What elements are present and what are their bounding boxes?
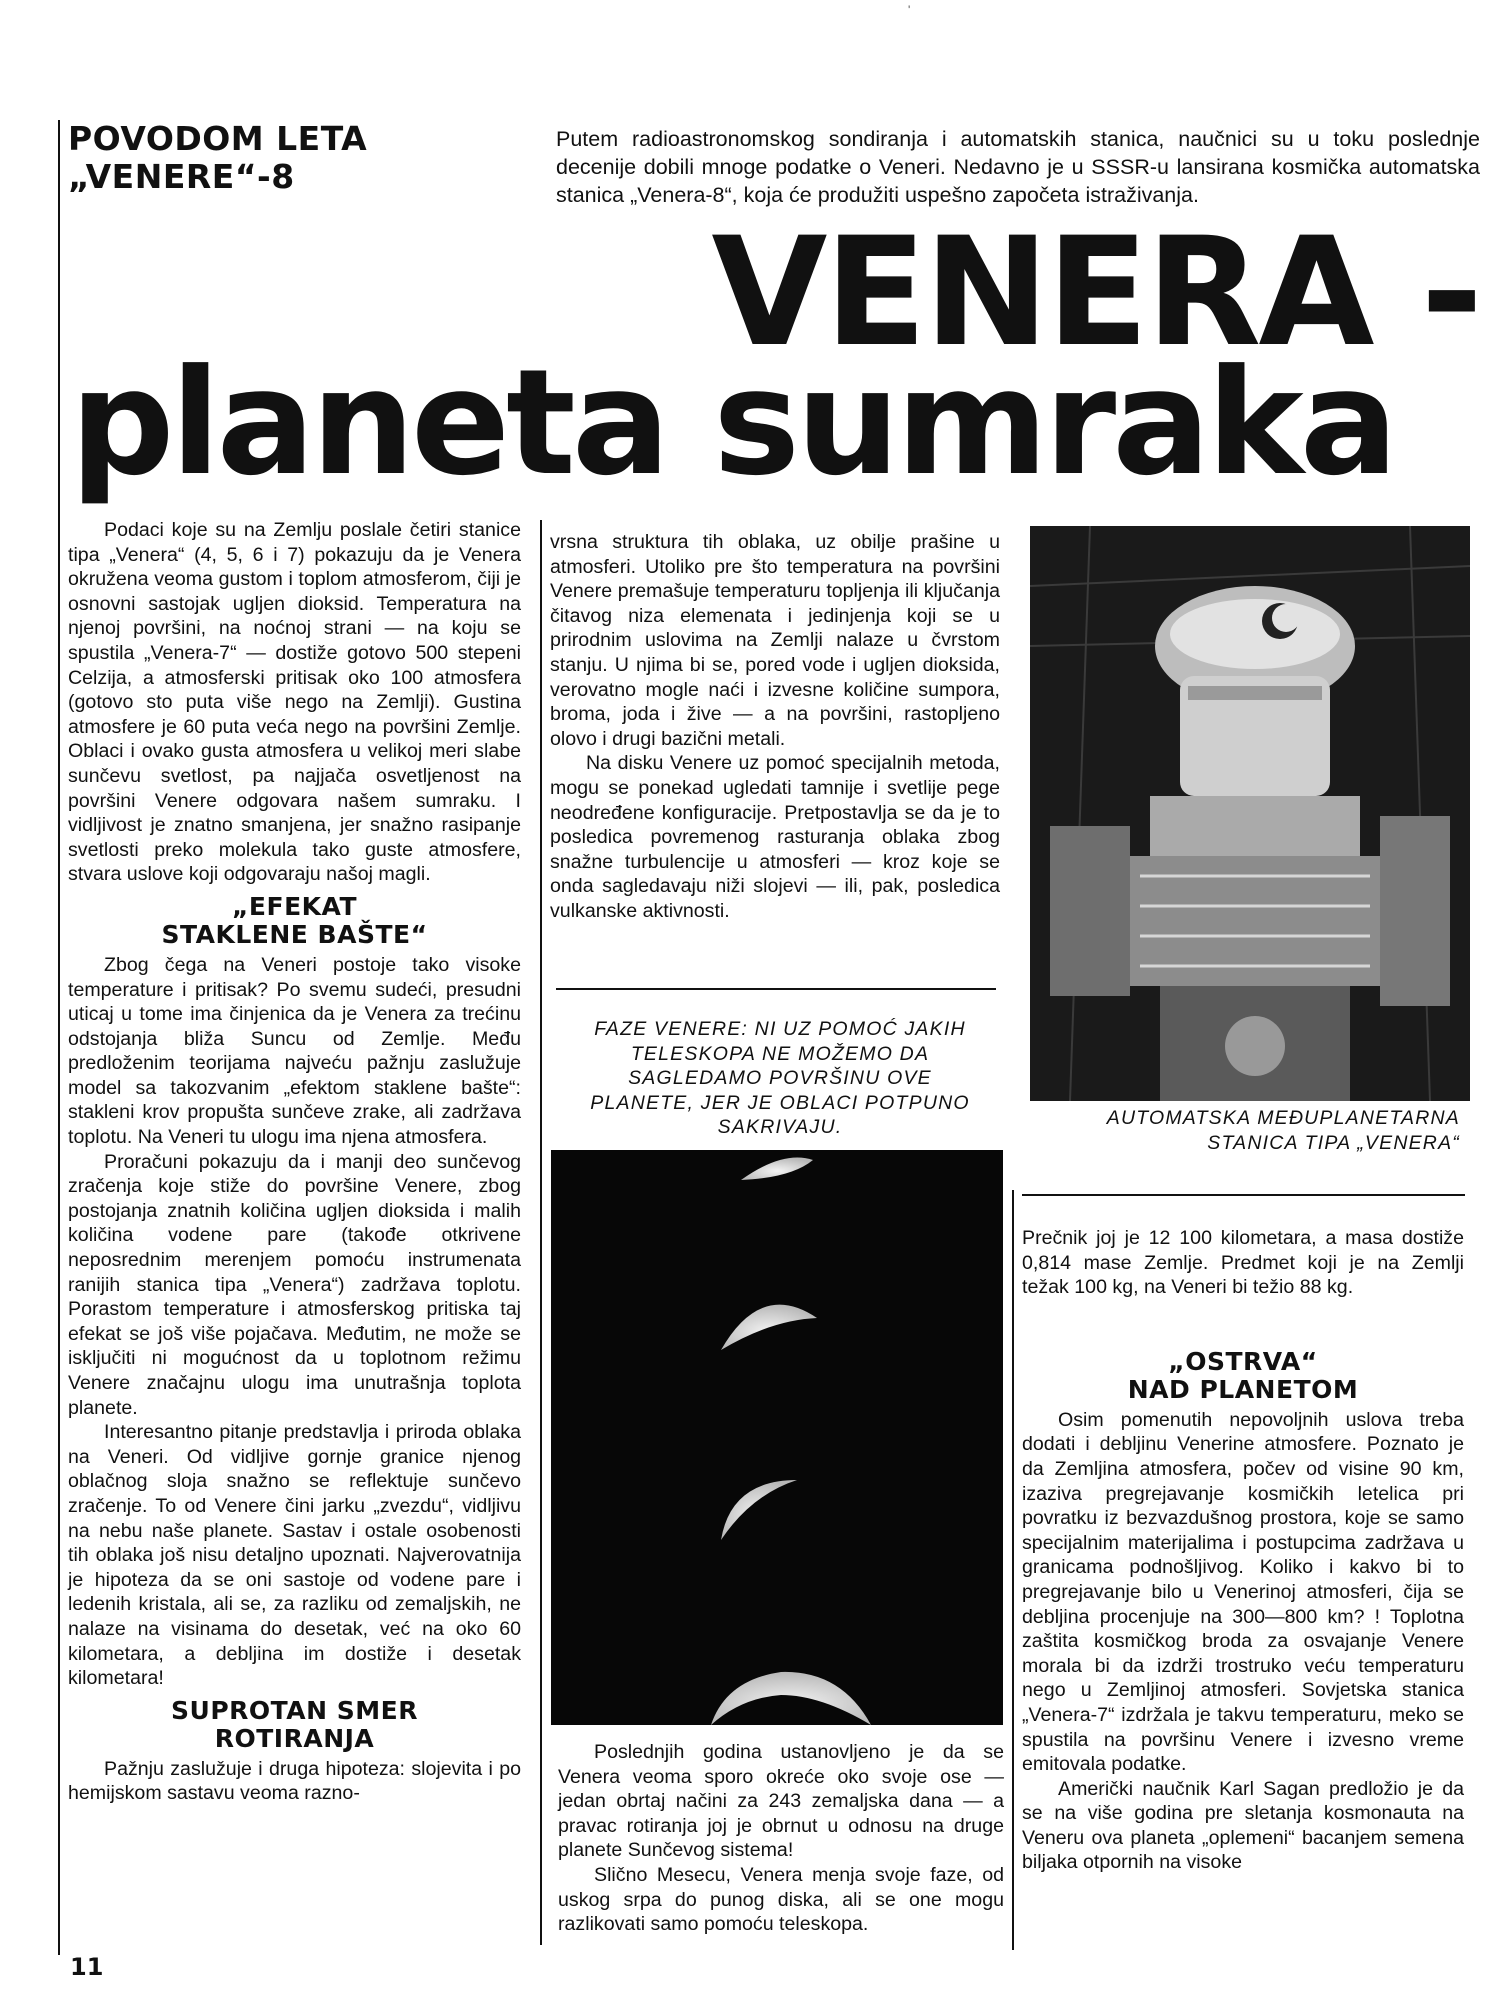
subheading-line: STAKLENE BAŠTE“ [161,919,428,949]
body-paragraph: Poslednjih godina ustanovljeno je da se Venera veoma sporo okreće oko svoje ose — jedan obrtaj načini za 243 zemaljska dana — a pravac rotiranja joj je obrnut u odnosu na druge planete Sunčevog sistema! [558,1741,1004,1862]
photo-venus-phases [551,1150,1003,1725]
left-margin-rule [58,120,60,1955]
venera-station-illustration [1030,526,1470,1101]
kicker-line-1: POVODOM LETA [68,119,368,158]
page-number: 11 [70,1953,104,1981]
page-mark: ' [908,3,911,17]
column-rule-right [1012,1190,1014,1950]
article-column-2-top [550,530,1000,924]
body-paragraph: Slično Mesecu, Venera menja svoje faze, od uskog srpa do punog diska, ali se one mogu razlikovati samo pomoću teleskopa. [558,1863,1004,1936]
body-paragraph: vrsna struktura tih oblaka, uz obilje prašine u atmosferi. Utoliko pre što temperatura na površini Venere premašuje temperaturu topljenja ili ključanja čitavog niza elemenata i jedinjenja koji se u prirodnim uslovima na Zemlji nalaze u čvrstom stanju. U njima bi se, pored vode i ugljen dioksida, verovatno mogle naći i izvesne količine sumpora, broma, joda i žive — a na površini, rastopljeno olovo i drugi bazični metali. [550,531,1000,750]
body-paragraph: Podaci koje su na Zemlju poslale četiri stanice tipa „Venera“ (4, 5, 6 i 7) pokazuju da je Venera okružena veoma gustom i toplom atmosferom, čiji je osnovni sastojak ugljen dioksid. Temperatura na njenoj površini, na noćnoj strani — na koju se spustila „Venera-7“ — dostiže gotovo 500 stepeni Celzija, a atmosferski pritisak oko 100 atmosfera (gotovo sto puta više nego na Zemlji). Gustina atmosfere je 60 puta veća nego na površini Zemlje. Oblaci i ovako gusta atmosfera u velikoj meri slabe sunčevu svetlost, pa najjača osvetljenost na površini Venere odgovara našem sumraku. I vidljivost je znatno smanjena, jer snažno rasipanje svetlosti preko molekula tako guste atmosfere, stvara uslove koji odgovaraju našoj magli. [68,519,521,886]
article-column-2-bottom [558,1740,1004,1937]
subheading-ostrva [1022,1348,1464,1404]
body-paragraph: Pažnju zaslužuje i druga hipoteza: slojevita i po hemijskom sastavu veoma razno- [68,1757,521,1805]
caption-venera-station: AUTOMATSKA MEĐUPLANETARNA STANICA TIPA „VENERA“ [1106,1107,1460,1154]
kicker [68,120,508,196]
venus-phase-crescent-2 [721,1305,817,1350]
body-paragraph: Američki naučnik Karl Sagan predložio je da se na više godina pre sletanja kosmonauta na Veneru ova planeta „oplemeni“ bacanjem semena biljaka otpornih na visoke [1022,1777,1464,1874]
body-paragraph: Osim pomenutih nepovoljnih uslova treba dodati i debljinu Venerine atmosfere. Poznato je da Zemljina atmosfera, počev od visine 90 km, izaziva pregrejavanje kosmičkih letelica pri povratku iz bezvazdušnog prostora, koje se samo specijalnim materijalima i postupcima zadržava u granicama podnošljivog. Koliko i kakvo bi to pregrejavanje bilo u Venerinoj atmosferi, čija se debljina procenjuje na 300—800 km? ! Toplotna zaštita kosmičkog broda za osvajanje Venere morala bi da izdrži trostruko veću temperaturu nego u Zemljinoj atmosferi. Sovjetska stanica „Venera-7“ izdržala je takvu temperaturu, meko se spustila na površinu Venere i izvesno vreme emitovala podatke. [1022,1408,1464,1776]
subheading-efekat [68,893,521,949]
subheading-line: SUPROTAN SMER [171,1695,418,1725]
column-rule-left [540,520,542,1945]
subheading-line: „EFEKAT [232,891,357,921]
subheading-line: ROTIRANJA [214,1723,375,1753]
body-paragraph: Zbog čega na Veneri postoje tako visoke temperature i pritisak? Po svemu sudeći, presudni uticaj u tome ima činjenica da je Venera za trećinu odstojanja bliža Suncu od Zemlje. Među predloženim teorijama najveću pažnju zaslužuje model sa takozvanim „efektom staklene bašte“: stakleni krov propušta sunčeve zrake, ali zadržava toplotu. Na Veneri tu ulogu ima njena atmosfera. [68,953,521,1149]
venus-phase-crescent-4 [711,1672,871,1725]
body-paragraph: Prečnik joj je 12 100 kilometara, a masa dostiže 0,814 mase Zemlje. Predmet koji je na Zemlji težak 100 kg, na Veneri bi težio 88 kg. [1022,1227,1464,1299]
article-column-1 [68,518,521,1806]
lede-paragraph: Putem radioastronomskog sondiranja i automatskih stanica, naučnici su u toku poslednje decenije dobili mnoge podatke o Veneri. Nedavno je u SSSR-u lansirana kosmička automatska stanica „Venera-8“, koja će produžiti uspešno započeta istraživanja. [556,127,1480,207]
subheading-line: „OSTRVA“ [1168,1346,1318,1376]
venus-phase-crescent-3 [721,1480,797,1540]
headline-line-2: planeta sumraka [70,338,1395,508]
headline-line-1: VENERA - [711,206,1480,380]
venus-phase-crescent-1 [741,1158,813,1181]
subheading-suprotan-smer [68,1697,521,1753]
venus-phases-illustration [551,1150,1003,1725]
subheading-line: NAD PLANETOM [1127,1374,1359,1404]
body-paragraph: Na disku Venere uz pomoć specijalnih metoda, mogu se ponekad ugledati tamnije i svetlije pege neodređene konfiguracije. Pretpostavlja se da je to posledica povremenog rasturanja oblaka zbog snažne turbulencije u atmosferi — kroz koje se onda sagledavaju niži slojevi — ili, pak, posledica vulkanske aktivnosti. [550,752,1000,922]
separator-rule-middle [556,988,996,990]
photo-venera-station [1030,526,1470,1101]
separator-rule-right [1022,1194,1465,1196]
article-column-3 [1022,1226,1464,1875]
body-paragraph: Interesantno pitanje predstavlja i priroda oblaka na Veneri. Od vidljive gornje granice njenog oblačnog sloja snažno se reflektuje sunčevo zračenje. To od Venere čini jarku „zvezdu“, vidljivu na nebu naše planete. Sastav i ostale osobenosti tih oblaka još nisu detaljno upoznati. Najverovatnija je hipoteza da se oni sastoje od vodene pare i ledenih kristala, ali se, za razliku od zemaljskih, ne nalaze na visinama do desetak, već na oko 60 kilometara, a debljina im dostiže i desetak kilometara! [68,1421,521,1690]
kicker-line-2: „VENERE“-8 [68,157,295,196]
body-paragraph: Proračuni pokazuju da i manji deo sunčevog zračenja koje stiže do površine Venere, zbog postojanja znatnih količina ugljen dioksida i malih količina vodene pare (takođe otkrivene neposrednim merenjem pomoću instrumenata ranijih stanica tipa „Venera“) zadržava toplotu. Porastom temperature i atmosferskog pritiska taj efekat se još više pojačava. Međutim, ne može se isključiti ni mogućnost da u toplotnom režimu Venere značajnu ulogu ima unutrašnja toplota planete. [68,1150,521,1419]
caption-venus-phases: FAZE VENERE: NI UZ POMOĆ JAKIH TELESKOPA NE MOŽEMO DA SAGLEDAMO POVRŠINU OVE PLANETE, JER JE OBLACI POTPUNO SAKRIVAJU. [590,1018,970,1138]
